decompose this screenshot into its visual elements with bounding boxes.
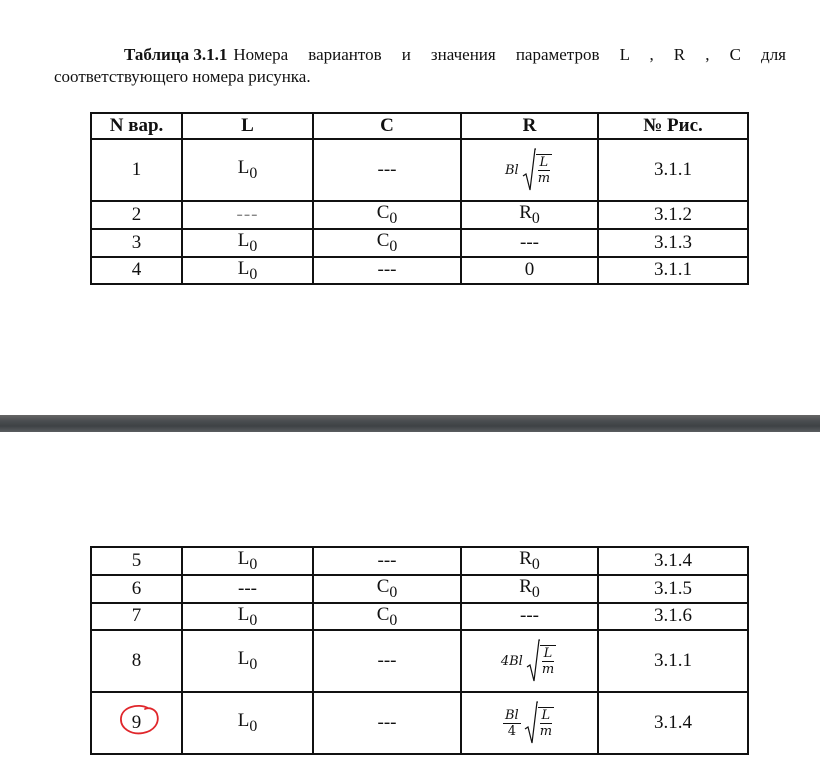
table-row xyxy=(91,575,748,603)
formula-coef: Bl xyxy=(504,162,519,178)
subscript: 0 xyxy=(249,237,258,255)
table-row xyxy=(91,547,748,575)
fraction-den: 4 xyxy=(507,723,516,739)
cell-figure: 3.1.3 xyxy=(598,229,748,257)
marked-variant xyxy=(132,712,142,734)
formula-fraction-bl-over-4 xyxy=(503,708,521,739)
subscript: 0 xyxy=(389,209,398,227)
cell-variant: 8 xyxy=(91,630,182,692)
cell-l: $L_0$ xyxy=(182,229,313,257)
subscript: 0 xyxy=(249,555,258,573)
cell-variant: 2 xyxy=(91,201,182,229)
cell-r xyxy=(461,630,598,692)
cell-variant: 6 xyxy=(91,575,182,603)
cell-variant: 7 xyxy=(91,603,182,631)
fraction-num: L xyxy=(543,646,553,662)
cell-variant xyxy=(91,692,182,754)
cell-c: --- xyxy=(313,630,461,692)
sqrt-sign-icon xyxy=(526,639,540,683)
cell-l: --- xyxy=(182,575,313,603)
table-row xyxy=(91,229,748,257)
cell-variant: 4 xyxy=(91,257,182,285)
cell-variant: 5 xyxy=(91,547,182,575)
cell-r: --- xyxy=(461,603,598,631)
sqrt-sign-icon xyxy=(522,148,536,192)
cell-c: $C_0$ xyxy=(313,575,461,603)
subscript: 0 xyxy=(389,583,398,601)
cell-l: --- xyxy=(182,201,313,229)
caption-line-1 xyxy=(54,44,786,66)
table-row xyxy=(91,201,748,229)
subscript: 0 xyxy=(389,237,398,255)
fraction-num: Bl xyxy=(504,707,519,723)
header-r: R xyxy=(461,113,598,139)
caption-line-2: соответствующего номера рисунка. xyxy=(54,67,311,86)
fraction-den: m xyxy=(539,724,553,740)
cell-r xyxy=(461,692,598,754)
caption-label: Таблица 3.1.1 xyxy=(124,45,228,64)
fraction-den: m xyxy=(541,662,555,678)
formula-bl-over-4-sqrt-l-over-m xyxy=(503,701,556,745)
cell-r: $R_0$ xyxy=(461,201,598,229)
cell-c: --- xyxy=(313,257,461,285)
formula-4bl-sqrt-l-over-m xyxy=(501,639,558,683)
cell-l: $L_0$ xyxy=(182,630,313,692)
cell-figure: 3.1.4 xyxy=(598,692,748,754)
table-caption xyxy=(54,44,786,88)
cell-variant: 3 xyxy=(91,229,182,257)
cell-figure: 3.1.1 xyxy=(598,257,748,285)
fraction-num: L xyxy=(539,155,549,170)
cell-figure: 3.1.2 xyxy=(598,201,748,229)
cell-c: --- xyxy=(313,547,461,575)
cell-c: $C_0$ xyxy=(313,229,461,257)
caption-text: Номера вариантов и значения параметров L , R , C для xyxy=(233,45,786,64)
cell-figure: 3.1.4 xyxy=(598,547,748,575)
cell-figure: 3.1.1 xyxy=(598,139,748,201)
cell-r: 0 xyxy=(461,257,598,285)
header-variant: N вар. xyxy=(91,113,182,139)
cell-l: $L_0$ xyxy=(182,139,313,201)
table-header-row xyxy=(91,113,748,139)
fraction-den: m xyxy=(537,171,551,186)
subscript: 0 xyxy=(249,718,258,736)
subscript: 0 xyxy=(531,209,540,227)
table-row xyxy=(91,139,748,201)
cell-c: --- xyxy=(313,692,461,754)
cell-figure: 3.1.5 xyxy=(598,575,748,603)
formula-fraction xyxy=(536,154,552,186)
page-separator xyxy=(0,415,820,432)
header-figure: № Рис. xyxy=(598,113,748,139)
cell-l: $L_0$ xyxy=(182,603,313,631)
table-row xyxy=(91,603,748,631)
cell-r: $R_0$ xyxy=(461,547,598,575)
cell-l: $L_0$ xyxy=(182,257,313,285)
header-l: L xyxy=(182,113,313,139)
cell-r: --- xyxy=(461,229,598,257)
cell-l: $L_0$ xyxy=(182,547,313,575)
subscript: 0 xyxy=(531,583,540,601)
cell-c: --- xyxy=(313,139,461,201)
cell-c: $C_0$ xyxy=(313,603,461,631)
cell-l: $L_0$ xyxy=(182,692,313,754)
header-c: C xyxy=(313,113,461,139)
table-row xyxy=(91,257,748,285)
formula-fraction xyxy=(538,707,554,739)
subscript: 0 xyxy=(249,656,258,674)
cell-figure: 3.1.1 xyxy=(598,630,748,692)
cell-variant: 1 xyxy=(91,139,182,201)
formula-fraction xyxy=(540,645,556,677)
fraction-num: L xyxy=(541,708,551,724)
cell-r xyxy=(461,139,598,201)
subscript: 0 xyxy=(249,611,258,629)
subscript: 0 xyxy=(531,555,540,573)
cell-c: $C_0$ xyxy=(313,201,461,229)
variant-number: 9 xyxy=(131,712,142,734)
cell-figure: 3.1.6 xyxy=(598,603,748,631)
table-row xyxy=(91,630,748,692)
formula-bl-sqrt-l-over-m xyxy=(505,148,554,192)
subscript: 0 xyxy=(249,164,258,182)
variants-table-part-1 xyxy=(90,112,749,285)
subscript: 0 xyxy=(249,265,258,283)
table-row xyxy=(91,692,748,754)
variants-table-part-2 xyxy=(90,546,749,755)
formula-coef: 4Bl xyxy=(500,653,523,669)
cell-r: $R_0$ xyxy=(461,575,598,603)
subscript: 0 xyxy=(389,611,398,629)
sqrt-sign-icon xyxy=(524,701,538,745)
